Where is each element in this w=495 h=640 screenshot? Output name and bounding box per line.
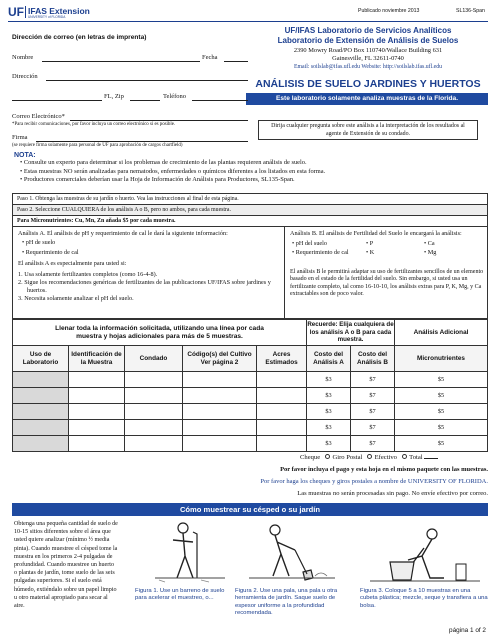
bucket-mixing-illustration xyxy=(360,520,488,584)
analysis-a-bullet: • Requerimiento de cal xyxy=(22,248,279,258)
lab-use-cell xyxy=(13,388,69,404)
lab-use-cell xyxy=(13,436,69,452)
lab-use-cell xyxy=(13,420,69,436)
analysis-a-item: 2. Sigue los recomendaciones genéricas de fertilizantes de las publicaciones UF/IFAS sobre jardines y huertos. xyxy=(18,279,271,294)
payment-line-2: Por favor haga los cheques y giros postales a nombre de UNIVERSITY OF FLORIDA. xyxy=(260,478,488,485)
lab-contact: Email: soilslab@ifas.ufl.edu Website: http://soilslab.ifas.ufl.edu xyxy=(293,64,443,70)
total-field[interactable] xyxy=(424,458,438,459)
publication-code: SL136-Span xyxy=(456,8,485,14)
giro-label: Giro Postal xyxy=(332,454,363,461)
analysis-b-bullet: • pH del suelo xyxy=(292,240,327,247)
page-number: página 1 of 2 xyxy=(449,627,486,634)
phone-label: Teléfono xyxy=(163,93,187,100)
sample-id-cell[interactable] xyxy=(69,436,125,452)
micro-cell[interactable]: $5 xyxy=(395,436,488,452)
efectivo-label: Efectivo xyxy=(374,454,397,461)
crop-code-cell[interactable] xyxy=(183,388,257,404)
col-micronutrientes: Micronutrientes xyxy=(395,346,488,372)
ifas-logo xyxy=(8,6,98,20)
acres-cell[interactable] xyxy=(257,388,307,404)
analysis-a xyxy=(13,227,285,318)
lab-use-cell xyxy=(13,404,69,420)
cost-b-cell[interactable]: $7 xyxy=(351,388,395,404)
col-acres: Acres Estimados xyxy=(257,346,307,372)
step-1: Paso 1. Obtenga las muestras de su jardín o huerto. Vea las instrucciones al final de esta página. xyxy=(13,194,487,205)
total-label: Total xyxy=(409,454,423,461)
figure-2-caption: Figura 2. Use una pala, una pala u otra herramienta de jardín. Saque suelo de espesor uniforme a la profundidad recomendada. xyxy=(235,588,338,617)
address-heading: Dirección de correo (en letras de imprenta) xyxy=(12,34,147,41)
figure-1-caption: Figura 1. Use un barreno de suelo para acelerar el muestreo, o... xyxy=(135,588,225,602)
address-row xyxy=(12,73,248,82)
sample-id-cell[interactable] xyxy=(69,372,125,388)
header-rule xyxy=(8,21,488,22)
payment-line-3: Las muestras no serán procesadas sin pago. No envíe efectivo por correo. xyxy=(297,490,488,497)
efectivo-radio[interactable] xyxy=(402,454,407,459)
analysis-a-title: Análisis A. El análisis de pH y requerimiento de cal le dará la siguiente información: xyxy=(18,230,228,237)
col-costo-a: Costo del Análisis A xyxy=(307,346,351,372)
acres-cell[interactable] xyxy=(257,404,307,420)
analysis-a-item: 3. Necesita solamente analizar el pH del suelo. xyxy=(18,295,134,302)
payment-line-1: Por favor incluya el pago y esta hoja en el mismo paquete con las muestras. xyxy=(280,466,488,473)
col-costo-b: Costo del Análisis B xyxy=(351,346,395,372)
address-field[interactable] xyxy=(46,80,248,81)
nota-list xyxy=(20,159,484,185)
cost-a-cell[interactable]: $3 xyxy=(307,436,351,452)
micro-cell[interactable]: $5 xyxy=(395,420,488,436)
county-cell[interactable] xyxy=(125,372,183,388)
cheque-radio[interactable] xyxy=(325,454,330,459)
phone-field[interactable] xyxy=(192,100,248,101)
col-identificacion: Identificación de la Muestra xyxy=(69,346,125,372)
payment-options xyxy=(300,454,488,464)
table-row xyxy=(13,404,488,420)
city-row xyxy=(12,93,248,102)
lab-info xyxy=(250,26,486,71)
sample-id-cell[interactable] xyxy=(69,404,125,420)
figure-3 xyxy=(360,520,488,620)
table-row xyxy=(13,388,488,404)
micro-cell[interactable]: $5 xyxy=(395,388,488,404)
acres-cell[interactable] xyxy=(257,436,307,452)
email-label: Correo Electrónico* xyxy=(12,113,65,120)
main-title: ANÁLISIS DE SUELO JARDINES Y HUERTOS xyxy=(255,78,481,90)
county-cell[interactable] xyxy=(125,388,183,404)
analysis-a-used-for: El análisis A es especialmente para usted si: xyxy=(18,260,127,267)
cost-a-cell[interactable]: $3 xyxy=(307,420,351,436)
cost-a-cell[interactable]: $3 xyxy=(307,388,351,404)
cheque-label: Cheque xyxy=(300,454,321,461)
table-row xyxy=(13,372,488,388)
header xyxy=(8,6,488,20)
county-cell[interactable] xyxy=(125,436,183,452)
county-cell[interactable] xyxy=(125,420,183,436)
crop-code-cell[interactable] xyxy=(183,372,257,388)
state-label: FL, Zip xyxy=(104,93,124,100)
howto-text: Obtenga una pequeña cantidad de suelo de 10-15 sitios diferentes sobre el área que usted quiere analizar (mínimo ½ media pinta). Cuando muestree el césped tome la muestra en los primeros 2-4 pulgadas de profundidad. Cuando muestree un huerto o plantas de jardín, tome suelo de las seis pulgadas superiores. Si el suelo está húmedo, extiéndalo sobre un papel limpio u otro material apropiado para secar al aire. xyxy=(14,521,118,610)
extension-note: Dirija cualquier pregunta sobre este análisis a la interpretación de los resultados al agente de Extensión de su condado. xyxy=(258,120,478,140)
analysis-b-bullet: • P xyxy=(366,240,374,247)
florida-only-banner: Este laboratorio solamente analiza muestras de la Florida. xyxy=(246,93,488,105)
analysis-b-bullet: • Mg xyxy=(424,249,437,256)
howto-banner: Cómo muestrear su césped o su jardín xyxy=(12,503,488,516)
crop-code-cell[interactable] xyxy=(183,420,257,436)
col-codigo-cultivo: Código(s) del Cultivo Ver página 2 xyxy=(183,346,257,372)
city-field[interactable] xyxy=(12,100,102,101)
micro-cell[interactable]: $5 xyxy=(395,404,488,420)
nota-item: • Productores comerciales deberían usar la Hoja de Información de Análisis para Productores, SL135-Span. xyxy=(20,176,484,185)
analysis-b-bullet: • Ca xyxy=(424,240,435,247)
analysis-b-title: Análisis B. El análisis de Fertilidad del Suelo le encargará la análisis: xyxy=(290,230,462,237)
date-label: Fecha xyxy=(202,54,218,61)
published-date: Publicado noviembre 2013 xyxy=(358,8,420,14)
table-adicional: Análisis Adicional xyxy=(395,320,488,346)
micronutrient-note: Para Micronutrientes: Cu, Mn, Zn añada $5 por cada muestra. xyxy=(13,216,487,227)
cost-b-cell[interactable]: $7 xyxy=(351,404,395,420)
signature-field[interactable] xyxy=(36,141,248,142)
signature-row xyxy=(12,134,248,143)
figure-2 xyxy=(235,520,345,620)
lab-title-2: Laboratorio de Extensión de Análisis de Suelos xyxy=(277,36,459,45)
analysis-b-bullet: • K xyxy=(366,249,375,256)
name-label: Nombre xyxy=(12,54,34,61)
col-condado: Condado xyxy=(125,346,183,372)
lab-address-2: Gainesville, FL 32611-0740 xyxy=(332,55,404,62)
steps-box xyxy=(12,193,488,319)
analysis-a-item: 1. Usa solamente fertilizantes completos (como 16-4-8). xyxy=(18,271,158,278)
soil-probe-illustration xyxy=(135,520,235,584)
crop-code-cell[interactable] xyxy=(183,436,257,452)
analysis-b-text: El análisis B le permitirá adaptar su uso de fertilizantes sencillos de un elemento basado en el estado de la fertilidad del suelo. Sin embargo, si usted usa un fertilizante completo, tal como 16-10-10, los análisis extras para P, K, Mg, y Ca extractables son de poco valor. xyxy=(290,269,484,298)
giro-radio[interactable] xyxy=(367,454,372,459)
acres-cell[interactable] xyxy=(257,372,307,388)
email-field[interactable] xyxy=(70,120,248,121)
email-note: *Para recibir comunicaciones, por favor incluya un correo electrónico si es posible. xyxy=(12,122,176,127)
cost-a-cell[interactable]: $3 xyxy=(307,372,351,388)
cost-b-cell[interactable]: $7 xyxy=(351,436,395,452)
lab-use-cell xyxy=(13,372,69,388)
table-recuerde: Recuerde: Elija cualquiera de los análisis A o B para cada muestra. xyxy=(307,320,395,346)
nota-item: • Consulte un experto para determinar si los problemas de crecimiento de las plantas requieren análisis de suelo. xyxy=(20,159,484,168)
sample-id-cell[interactable] xyxy=(69,388,125,404)
nota-title: NOTA: xyxy=(14,152,36,159)
lab-title-1: UF/IFAS Laboratorio de Servicios Analíticos xyxy=(284,26,452,35)
sample-table xyxy=(12,319,488,452)
date-field[interactable] xyxy=(224,61,248,62)
analysis-a-bullet: • pH de suelo xyxy=(22,238,279,248)
uf-name-text: UNIVERSITY of FLORIDA xyxy=(28,15,66,19)
signature-label: Firma xyxy=(12,134,28,141)
signature-note: (se requiere firma solamente para personal de UF para aprobación de cargos chartfield) xyxy=(12,143,183,148)
nota-item: • Estas muestras NO serán analizadas para nematodos, enfermedades o químicos diferentes a los listados en esta forma. xyxy=(20,168,484,177)
ifas-extension-text: IFAS Extension xyxy=(28,6,90,16)
sample-table-wrapper xyxy=(12,319,488,452)
cost-b-cell[interactable]: $7 xyxy=(351,420,395,436)
email-row xyxy=(12,113,248,122)
nota-section xyxy=(14,152,484,185)
name-field[interactable] xyxy=(42,61,200,62)
cost-a-cell[interactable]: $3 xyxy=(307,404,351,420)
col-uso-laboratorio: Uso de Laboratorio xyxy=(13,346,69,372)
name-row xyxy=(12,54,248,63)
table-instruction: Llenar toda la información solicitada, utilizando una línea por cada muestra y hojas adicionales para más de 5 muestras. xyxy=(13,320,307,346)
analysis-b-bullet: • Requerimiento de cal xyxy=(292,249,349,256)
analysis-a-bullets xyxy=(22,238,279,258)
analysis-b-bullets xyxy=(292,240,482,262)
county-cell[interactable] xyxy=(125,404,183,420)
shovel-illustration xyxy=(235,520,345,584)
crop-code-cell[interactable] xyxy=(183,404,257,420)
step-2: Paso 2. Seleccione CUALQUIERA de los análisis A o B, pero no ambos, para cada muestra. xyxy=(13,205,487,216)
analysis-b xyxy=(286,227,487,318)
table-row xyxy=(13,420,488,436)
figure-3-caption: Figura 3. Coloque 5 a 10 muestras en una cubeta plástica; mezcle, seque y transfiera a una bolsa. xyxy=(360,588,488,609)
figure-1 xyxy=(135,520,235,620)
cost-b-cell[interactable]: $7 xyxy=(351,372,395,388)
lab-address-1: 2390 Mowry Road/PO Box 110740/Wallace Building 631 xyxy=(293,47,443,54)
uf-logo-mark: UF xyxy=(8,5,24,19)
sample-id-cell[interactable] xyxy=(69,420,125,436)
address-label: Dirección xyxy=(12,73,38,80)
acres-cell[interactable] xyxy=(257,420,307,436)
table-row xyxy=(13,436,488,452)
micro-cell[interactable]: $5 xyxy=(395,372,488,388)
zip-field[interactable] xyxy=(130,100,160,101)
